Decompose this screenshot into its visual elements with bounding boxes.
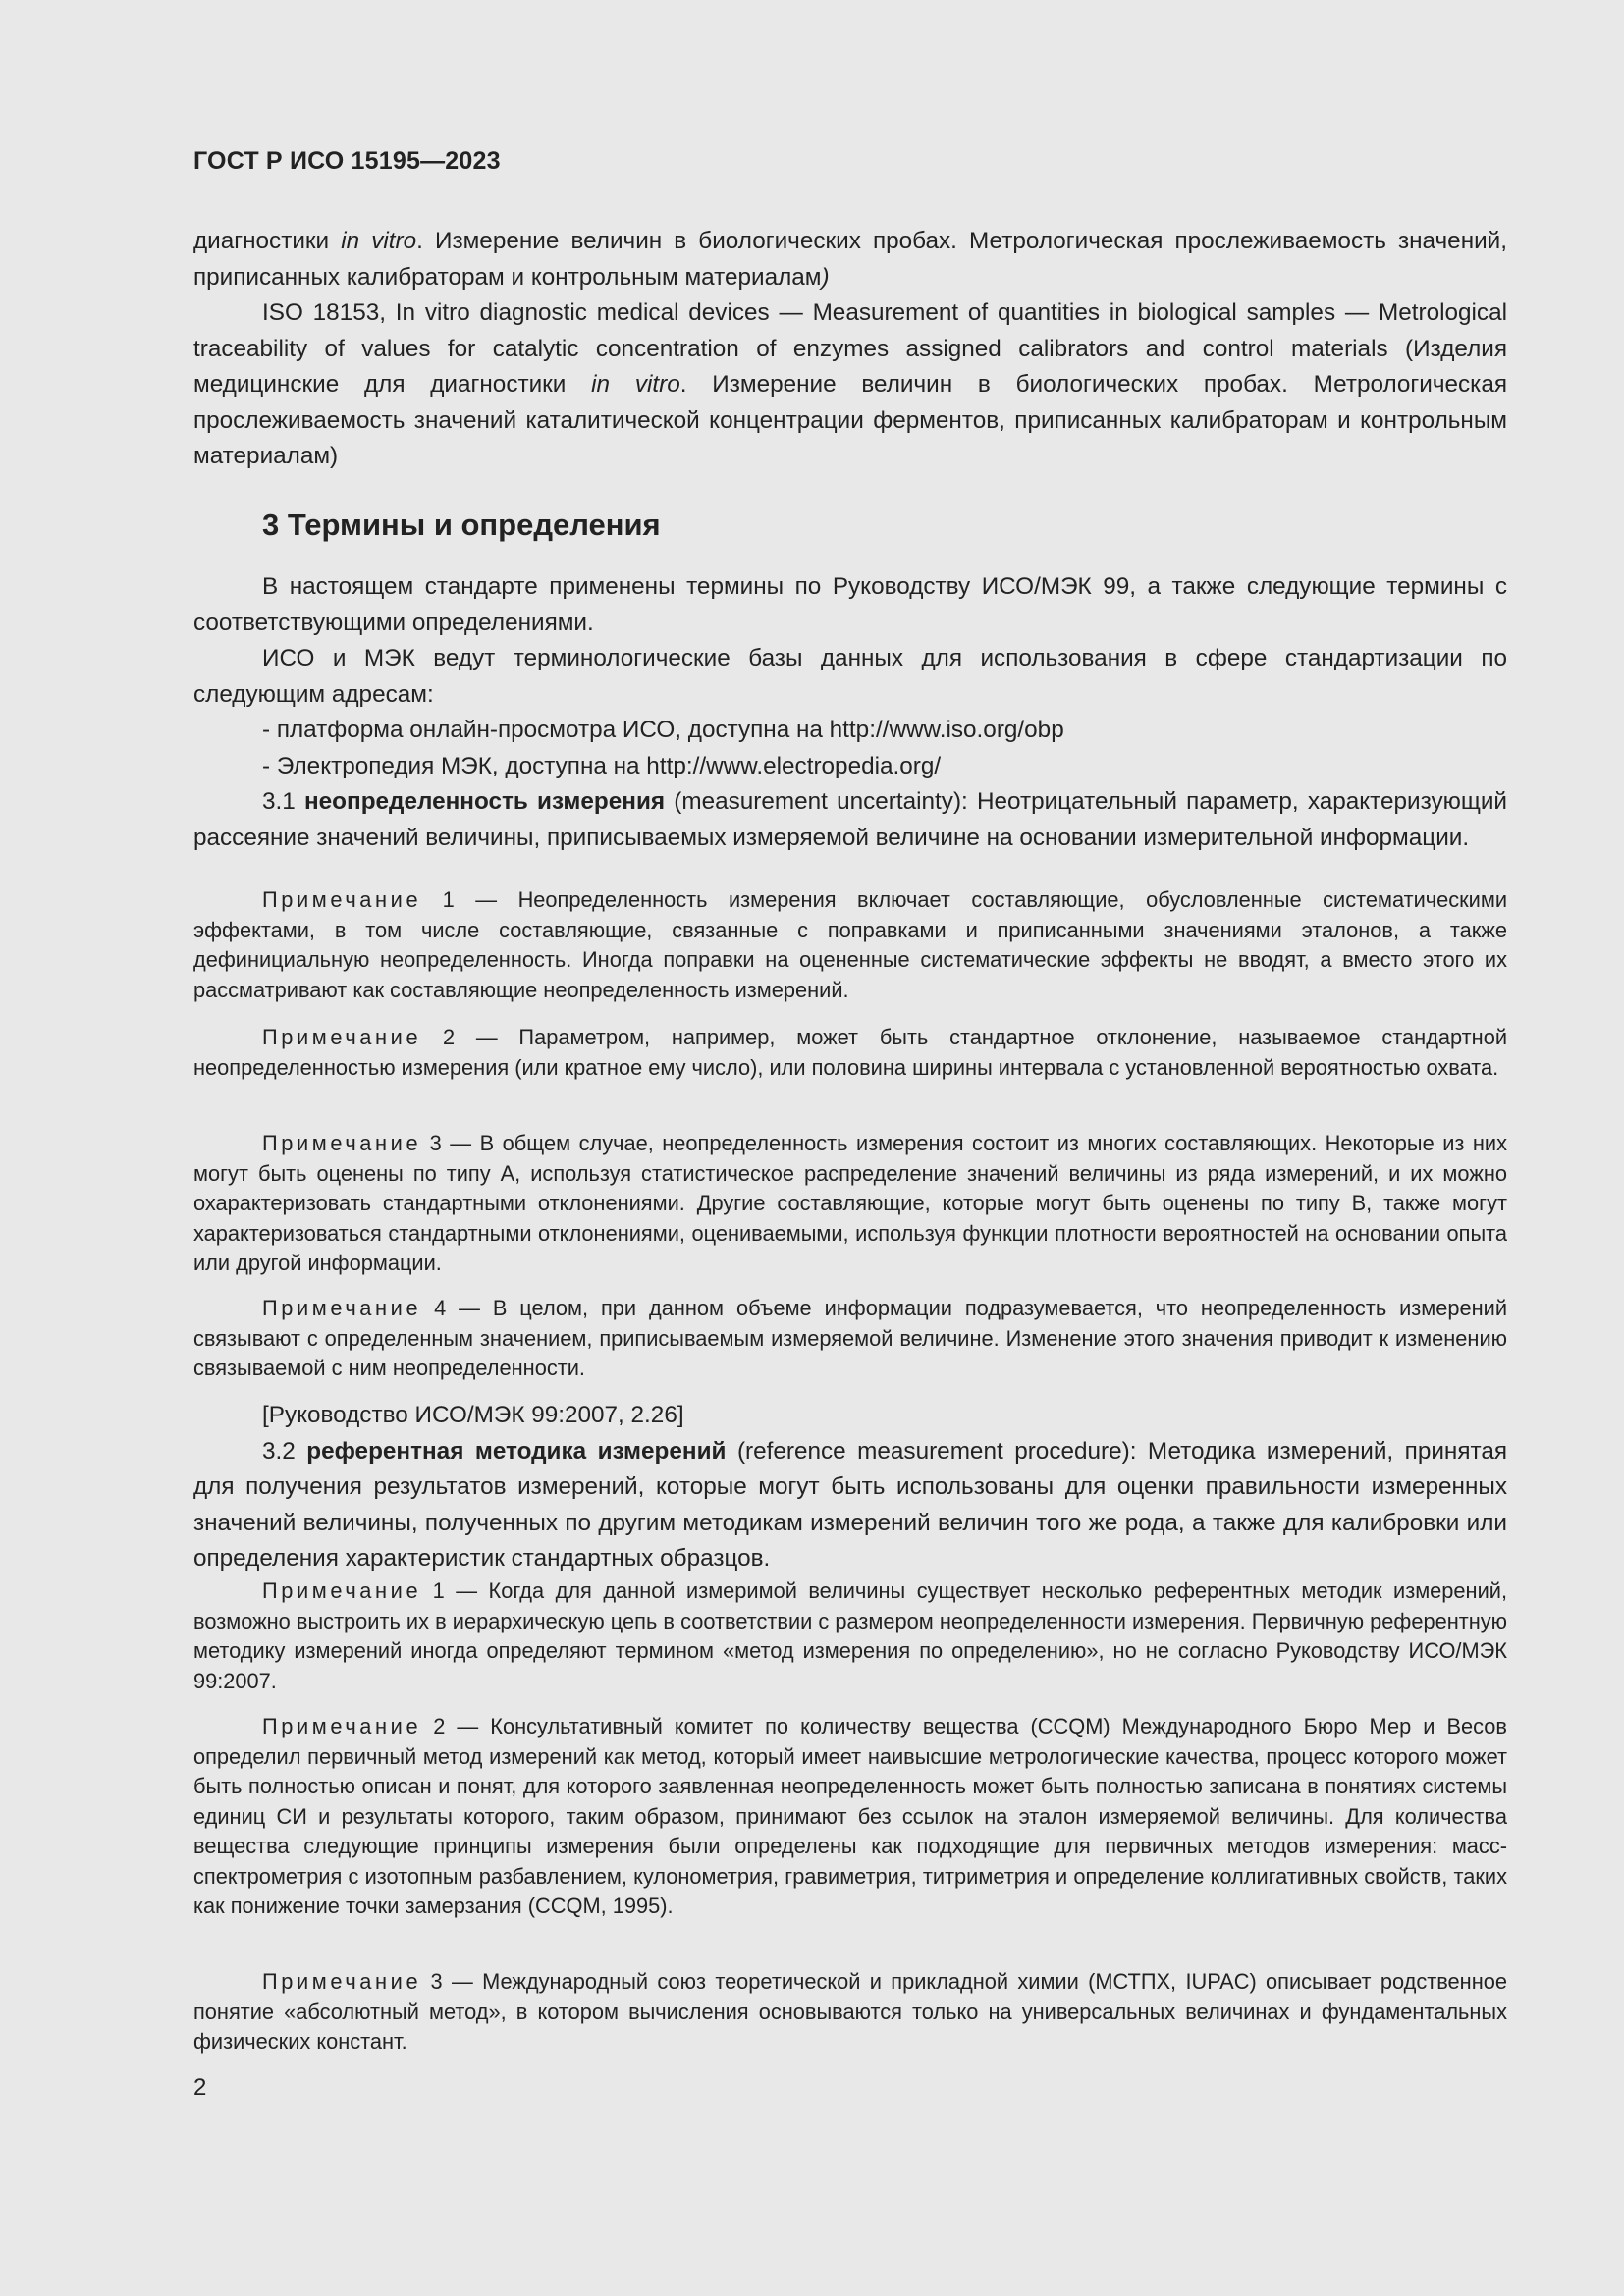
reference-iso-18153: ISO 18153, In vitro diagnostic medical devices — Measurement of quantities in biological samples — Metrological traceability of values for catalytic concentration of enzymes assigned calibrators and control materials (Изделия медицинские для диагностики in vitro. Измерение величин в биологических пробах. Метрологическая прослеживаемость значений каталитической концентрации ферментов, приписанных калибраторам и контрольным материалам)	[193, 299, 1507, 469]
term-block	[193, 1398, 1507, 1577]
notes-block	[193, 1023, 1507, 1083]
note: Примечание 3 — В общем случае, неопределенность измерения состоит из многих составляющих. Некоторые из них могут быть оценены по типу А, используя статистическое распределение значений величины из ряда измерений, и их можно охарактеризовать стандартными отклонениями. Другие составляющие, которые могут быть оценены по типу В, также могут характеризоваться стандартными отклонениями, оцениваемыми, используя функции плотности вероятностей на основании опыта или другой информации.	[193, 1131, 1507, 1275]
notes-block	[193, 1294, 1507, 1384]
note: Примечание 4 — В целом, при данном объеме информации подразумевается, что неопределенность измерений связывают с определенным значением, приписываемым измеряемой величине. Изменение этого значения приводит к изменению связываемой с ним неопределенности.	[193, 1296, 1507, 1380]
notes-block	[193, 1712, 1507, 1922]
note: Примечание 1 — Неопределенность измерения включает составляющие, обусловленные систематическими эффектами, в том числе составляющие, связанные с поправками и приписанными значениями эталонов, а также дефинициальную неопределенность. Иногда поправки на оцененные систематические эффекты не вводят, а вместо этого их рассматривают как составляющие неопределенность измерений.	[193, 887, 1507, 1002]
term-definition: 3.2 референтная методика измерений (reference measurement procedure): Методика измерений, принятая для получения результатов измерений, которые могут быть использованы для оценки правильности измеренных значений величины, полученных по другим методикам измерений величин того же рода, а также для калибровки или определения характеристик стандартных образцов.	[193, 1437, 1507, 1572]
note: Примечание 2 — Параметром, например, может быть стандартное отклонение, называемое стандартной неопределенностью измерения (или кратное ему число), или половина ширины интервала с установленной вероятностью охвата.	[193, 1025, 1507, 1080]
notes-block	[193, 1576, 1507, 1696]
source-citation: [Руководство ИСО/МЭК 99:2007, 2.26]	[262, 1402, 684, 1428]
intro-paragraph: В настоящем стандарте применены термины по Руководству ИСО/МЭК 99, а также следующие термины с соответствующими определениями.	[193, 573, 1507, 636]
section-heading: 3 Термины и определения	[262, 507, 661, 542]
page-number: 2	[193, 2074, 207, 2101]
reference-paragraph: диагностики in vitro. Измерение величин в биологических пробах. Метрологическая прослеживаемость значений, приписанных калибраторам и контрольным материалам)	[193, 228, 1508, 291]
notes-block	[193, 1129, 1507, 1279]
list-item: - платформа онлайн-просмотра ИСО, доступна на http://www.iso.org/obp	[262, 717, 1064, 743]
note: Примечание 1 — Когда для данной измеримой величины существует несколько референтных методик измерений, возможно выстроить их в иерархическую цепь в соответствии с размером неопределенности измерения. Первичную референтную методику измерений иногда определяют термином «метод измерения по определению», но не согласно Руководству ИСО/МЭК 99:2007.	[193, 1578, 1507, 1693]
references-block	[193, 224, 1507, 475]
term-definition: 3.1 неопределенность измерения (measurement uncertainty): Неотрицательный параметр, характеризующий рассеяние значений величины, приписываемых измеряемой величине на основании измерительной информации.	[193, 788, 1507, 851]
section-intro	[193, 569, 1507, 856]
list-item: - Электропедия МЭК, доступна на http://www.electropedia.org/	[262, 752, 942, 779]
note: Примечание 3 — Международный союз теоретической и прикладной химии (МСТПХ, IUPAC) описывает родственное понятие «абсолютный метод», в котором вычисления основываются только на универсальных величинах и фундаментальных физических констант.	[193, 1969, 1507, 2054]
notes-block	[193, 885, 1507, 1005]
notes-block	[193, 1967, 1507, 2057]
intro-paragraph: ИСО и МЭК ведут терминологические базы данных для использования в сфере стандартизации по следующим адресам:	[193, 645, 1507, 708]
note: Примечание 2 — Консультативный комитет по количеству вещества (CCQM) Международного Бюро Мер и Весов определил первичный метод измерений как метод, который имеет наивысшие метрологические качества, процесс которого может быть полностью описан и понят, для которого заявленная неопределенность может быть полностью записана в понятиях системы единиц СИ и результаты которого, таким образом, принимают без ссылок на эталон измеряемой величины. Для количества вещества следующие принципы измерения были определены как подходящие для первичных методов измерения: масс-спектрометрия с изотопным разбавлением, кулонометрия, гравиметрия, титриметрия и определение коллигативных свойств, таких как понижение точки замерзания (CCQM, 1995).	[193, 1714, 1507, 1918]
document-header: ГОСТ Р ИСО 15195—2023	[193, 147, 501, 175]
